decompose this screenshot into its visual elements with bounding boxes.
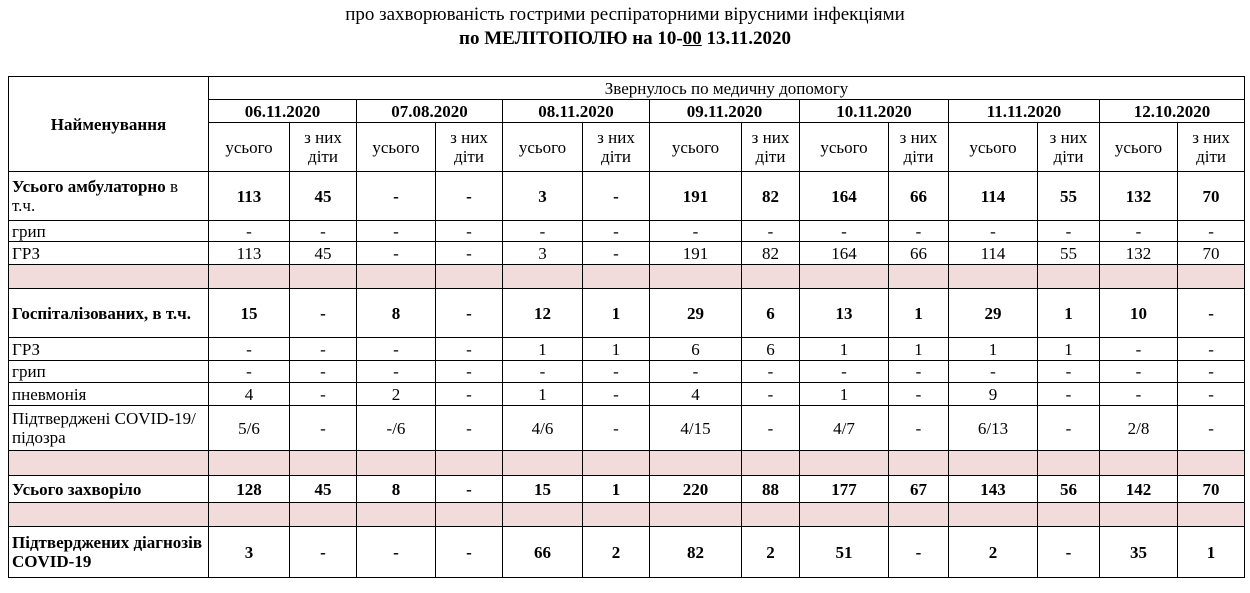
- value-cell: 143: [949, 476, 1038, 503]
- empty-cell: [583, 265, 650, 289]
- date-header: 06.11.2020: [209, 100, 357, 123]
- subheader-children-line2: діти: [755, 147, 786, 166]
- value-cell: 113: [209, 242, 290, 265]
- value-cell: -: [1100, 221, 1178, 242]
- value-cell: -: [436, 361, 503, 383]
- value-cell: 66: [889, 242, 949, 265]
- value-cell: 82: [742, 172, 800, 221]
- value-cell: -: [1178, 383, 1245, 406]
- value-cell: 220: [650, 476, 742, 503]
- value-cell: 66: [889, 172, 949, 221]
- subheader-total: усього: [650, 123, 742, 172]
- empty-cell: [436, 451, 503, 476]
- row-total-sick: [9, 476, 1245, 503]
- empty-cell: [1038, 451, 1100, 476]
- value-cell: -: [357, 172, 436, 221]
- value-cell: 66: [503, 527, 583, 578]
- subheader-children-line1: з них: [1192, 128, 1230, 147]
- subheader-children-line2: діти: [1053, 147, 1084, 166]
- subheader-children-line1: з них: [1049, 128, 1088, 147]
- ari-statistics-table: [8, 76, 1245, 578]
- empty-cell: [503, 451, 583, 476]
- value-cell: 70: [1178, 242, 1245, 265]
- value-cell: 114: [949, 172, 1038, 221]
- empty-cell: [1100, 503, 1178, 527]
- empty-cell: [357, 265, 436, 289]
- subheader-children-line2: діти: [903, 147, 934, 166]
- row-ambulatory-total: [9, 172, 1245, 221]
- value-cell: -: [436, 221, 503, 242]
- value-cell: -: [889, 527, 949, 578]
- row-flu: [9, 221, 1245, 242]
- value-cell: -: [1178, 289, 1245, 338]
- value-cell: -: [583, 221, 650, 242]
- row-label: грип: [9, 361, 209, 383]
- value-cell: -: [949, 361, 1038, 383]
- value-cell: 1: [800, 338, 889, 361]
- value-cell: -: [1178, 361, 1245, 383]
- value-cell: -: [1038, 406, 1100, 451]
- value-cell: 55: [1038, 172, 1100, 221]
- value-cell: 191: [650, 172, 742, 221]
- value-cell: 3: [503, 172, 583, 221]
- value-cell: -: [290, 406, 357, 451]
- value-cell: 1: [889, 289, 949, 338]
- value-cell: 191: [650, 242, 742, 265]
- subheader-children-line1: з них: [304, 128, 342, 147]
- empty-cell: [742, 265, 800, 289]
- value-cell: -: [650, 221, 742, 242]
- value-cell: 114: [949, 242, 1038, 265]
- separator-row: [9, 451, 1245, 476]
- empty-cell: [889, 265, 949, 289]
- date-header: 12.10.2020: [1100, 100, 1245, 123]
- value-cell: 88: [742, 476, 800, 503]
- empty-cell: [209, 503, 290, 527]
- value-cell: 29: [949, 289, 1038, 338]
- empty-cell: [742, 451, 800, 476]
- value-cell: -: [290, 338, 357, 361]
- value-cell: -: [436, 406, 503, 451]
- value-cell: 1: [889, 338, 949, 361]
- value-cell: 6: [650, 338, 742, 361]
- value-cell: -: [209, 221, 290, 242]
- value-cell: 45: [290, 172, 357, 221]
- value-cell: 1: [1038, 338, 1100, 361]
- name-column-header: Найменування: [9, 77, 209, 172]
- value-cell: -: [583, 383, 650, 406]
- group-header: Звернулось по медичну допомогу: [209, 77, 1245, 100]
- empty-cell: [503, 503, 583, 527]
- value-cell: 35: [1100, 527, 1178, 578]
- empty-cell: [583, 451, 650, 476]
- row-label: [9, 172, 209, 221]
- value-cell: -: [290, 221, 357, 242]
- row-label: грип: [9, 221, 209, 242]
- value-cell: 6/13: [949, 406, 1038, 451]
- row-label-suffix: в т.ч.: [12, 177, 178, 215]
- value-cell: -: [209, 338, 290, 361]
- row-label: пневмонія: [9, 383, 209, 406]
- empty-cell: [1178, 451, 1245, 476]
- subheader-children: [742, 123, 800, 172]
- value-cell: -: [357, 221, 436, 242]
- value-cell: -: [290, 383, 357, 406]
- empty-cell: [1178, 503, 1245, 527]
- empty-cell: [357, 503, 436, 527]
- report-title-line2: [0, 28, 1250, 50]
- value-cell: -: [1038, 527, 1100, 578]
- value-cell: -: [1178, 406, 1245, 451]
- value-cell: 164: [800, 242, 889, 265]
- title-date: 13.11.2020: [701, 28, 791, 49]
- empty-cell: [436, 265, 503, 289]
- report-title-line1: про захворюваність гострими респіраторними вірусними інфекціями: [345, 4, 905, 25]
- value-cell: -: [800, 221, 889, 242]
- row-hospitalized-ari: [9, 338, 1245, 361]
- subheader-children: [583, 123, 650, 172]
- subheader-children: [1038, 123, 1100, 172]
- value-cell: 2/8: [1100, 406, 1178, 451]
- empty-cell: [1100, 451, 1178, 476]
- subheader-children-line1: з них: [751, 128, 790, 147]
- empty-cell: [650, 451, 742, 476]
- value-cell: -: [1100, 338, 1178, 361]
- value-cell: -: [1178, 221, 1245, 242]
- value-cell: 1: [1038, 289, 1100, 338]
- value-cell: -/6: [357, 406, 436, 451]
- empty-cell: [357, 451, 436, 476]
- row-confirmed-covid: [9, 527, 1245, 578]
- empty-cell: [1038, 503, 1100, 527]
- value-cell: -: [209, 361, 290, 383]
- empty-cell: [436, 503, 503, 527]
- row-label: Підтверджені COVID-19/підозра: [9, 406, 209, 451]
- value-cell: 82: [742, 242, 800, 265]
- row-label-main: Усього амбулаторно: [12, 177, 166, 196]
- value-cell: 29: [650, 289, 742, 338]
- subheader-total: усього: [949, 123, 1038, 172]
- value-cell: 3: [503, 242, 583, 265]
- row-hospitalized: [9, 289, 1245, 338]
- value-cell: 8: [357, 476, 436, 503]
- value-cell: 1: [949, 338, 1038, 361]
- subheader-total: усього: [503, 123, 583, 172]
- value-cell: -: [357, 338, 436, 361]
- value-cell: 113: [209, 172, 290, 221]
- date-header: 09.11.2020: [650, 100, 800, 123]
- value-cell: -: [1038, 361, 1100, 383]
- value-cell: -: [436, 289, 503, 338]
- header-row-group: [9, 77, 1245, 100]
- empty-cell: [9, 451, 209, 476]
- value-cell: 5/6: [209, 406, 290, 451]
- value-cell: -: [889, 383, 949, 406]
- value-cell: 164: [800, 172, 889, 221]
- value-cell: 70: [1178, 172, 1245, 221]
- value-cell: -: [290, 527, 357, 578]
- empty-cell: [9, 265, 209, 289]
- empty-cell: [290, 451, 357, 476]
- value-cell: -: [583, 361, 650, 383]
- value-cell: 70: [1178, 476, 1245, 503]
- subheader-total: усього: [800, 123, 889, 172]
- row-label: ГРЗ: [9, 242, 209, 265]
- subheader-children-line2: діти: [454, 147, 484, 166]
- value-cell: 2: [742, 527, 800, 578]
- value-cell: 15: [503, 476, 583, 503]
- value-cell: 10: [1100, 289, 1178, 338]
- value-cell: 132: [1100, 172, 1178, 221]
- value-cell: -: [1100, 361, 1178, 383]
- row-hospitalized-covid: [9, 406, 1245, 451]
- subheader-children-line1: з них: [450, 128, 488, 147]
- subheader-children-line1: з них: [899, 128, 938, 147]
- subheader-total: усього: [209, 123, 290, 172]
- value-cell: -: [503, 221, 583, 242]
- empty-cell: [209, 265, 290, 289]
- empty-cell: [9, 503, 209, 527]
- empty-cell: [290, 503, 357, 527]
- value-cell: 1: [800, 383, 889, 406]
- row-hospitalized-pneumonia: [9, 383, 1245, 406]
- subheader-children-line1: з них: [597, 128, 635, 147]
- value-cell: -: [1038, 383, 1100, 406]
- value-cell: -: [436, 338, 503, 361]
- value-cell: 51: [800, 527, 889, 578]
- value-cell: 6: [742, 338, 800, 361]
- separator-row: [9, 503, 1245, 527]
- row-label: ГРЗ: [9, 338, 209, 361]
- value-cell: -: [583, 242, 650, 265]
- value-cell: 13: [800, 289, 889, 338]
- value-cell: -: [1100, 383, 1178, 406]
- value-cell: 15: [209, 289, 290, 338]
- empty-cell: [742, 503, 800, 527]
- empty-cell: [889, 503, 949, 527]
- value-cell: 82: [650, 527, 742, 578]
- value-cell: 142: [1100, 476, 1178, 503]
- value-cell: -: [742, 221, 800, 242]
- value-cell: -: [583, 172, 650, 221]
- value-cell: -: [742, 361, 800, 383]
- value-cell: -: [650, 361, 742, 383]
- value-cell: -: [436, 527, 503, 578]
- empty-cell: [650, 265, 742, 289]
- empty-cell: [800, 503, 889, 527]
- value-cell: 9: [949, 383, 1038, 406]
- value-cell: 45: [290, 476, 357, 503]
- subheader-children-line2: діти: [308, 147, 338, 166]
- subheader-children-line2: діти: [601, 147, 631, 166]
- value-cell: -: [357, 361, 436, 383]
- value-cell: -: [1178, 338, 1245, 361]
- value-cell: 55: [1038, 242, 1100, 265]
- empty-cell: [1100, 265, 1178, 289]
- value-cell: -: [889, 406, 949, 451]
- empty-cell: [290, 265, 357, 289]
- value-cell: 4/15: [650, 406, 742, 451]
- value-cell: 6: [742, 289, 800, 338]
- subheader-children: [889, 123, 949, 172]
- value-cell: 1: [503, 338, 583, 361]
- value-cell: -: [800, 361, 889, 383]
- empty-cell: [1038, 265, 1100, 289]
- subheader-children: [1178, 123, 1245, 172]
- value-cell: 1: [583, 289, 650, 338]
- value-cell: -: [436, 172, 503, 221]
- row-hospitalized-flu: [9, 361, 1245, 383]
- value-cell: 1: [583, 338, 650, 361]
- row-ari: [9, 242, 1245, 265]
- empty-cell: [209, 451, 290, 476]
- value-cell: -: [436, 476, 503, 503]
- value-cell: 4/6: [503, 406, 583, 451]
- empty-cell: [1178, 265, 1245, 289]
- value-cell: 8: [357, 289, 436, 338]
- empty-cell: [949, 451, 1038, 476]
- date-header: 08.11.2020: [503, 100, 650, 123]
- date-header: 11.11.2020: [949, 100, 1100, 123]
- subheader-children: [436, 123, 503, 172]
- subheader-total: усього: [1100, 123, 1178, 172]
- value-cell: 177: [800, 476, 889, 503]
- value-cell: 2: [949, 527, 1038, 578]
- row-label: Підтверджених діагнозів COVID-19: [9, 527, 209, 578]
- value-cell: 128: [209, 476, 290, 503]
- value-cell: 56: [1038, 476, 1100, 503]
- empty-cell: [889, 451, 949, 476]
- subheader-children-line2: діти: [1196, 147, 1226, 166]
- empty-cell: [650, 503, 742, 527]
- value-cell: -: [357, 242, 436, 265]
- title-time-underlined: 00: [682, 28, 702, 49]
- value-cell: -: [290, 361, 357, 383]
- value-cell: -: [742, 406, 800, 451]
- value-cell: 1: [583, 476, 650, 503]
- value-cell: -: [949, 221, 1038, 242]
- value-cell: 2: [583, 527, 650, 578]
- value-cell: 4/7: [800, 406, 889, 451]
- value-cell: 132: [1100, 242, 1178, 265]
- value-cell: 3: [209, 527, 290, 578]
- value-cell: -: [1038, 221, 1100, 242]
- value-cell: 2: [357, 383, 436, 406]
- subheader-children: [290, 123, 357, 172]
- row-label: Усього захворіло: [9, 476, 209, 503]
- empty-cell: [949, 503, 1038, 527]
- value-cell: -: [436, 383, 503, 406]
- empty-cell: [583, 503, 650, 527]
- empty-cell: [800, 265, 889, 289]
- value-cell: -: [583, 406, 650, 451]
- value-cell: -: [290, 289, 357, 338]
- value-cell: 67: [889, 476, 949, 503]
- value-cell: 1: [1178, 527, 1245, 578]
- value-cell: -: [357, 527, 436, 578]
- date-header: 07.08.2020: [357, 100, 503, 123]
- value-cell: -: [742, 383, 800, 406]
- value-cell: 1: [503, 383, 583, 406]
- title-prefix: по МЕЛІТОПОЛЮ на 10-: [459, 28, 683, 49]
- separator-row: [9, 265, 1245, 289]
- date-header: 10.11.2020: [800, 100, 949, 123]
- value-cell: 4: [209, 383, 290, 406]
- empty-cell: [503, 265, 583, 289]
- row-label: Госпіталізованих, в т.ч.: [9, 289, 209, 338]
- value-cell: 12: [503, 289, 583, 338]
- empty-cell: [949, 265, 1038, 289]
- subheader-total: усього: [357, 123, 436, 172]
- value-cell: 45: [290, 242, 357, 265]
- value-cell: -: [503, 361, 583, 383]
- value-cell: -: [889, 221, 949, 242]
- value-cell: -: [436, 242, 503, 265]
- value-cell: 4: [650, 383, 742, 406]
- empty-cell: [800, 451, 889, 476]
- value-cell: -: [889, 361, 949, 383]
